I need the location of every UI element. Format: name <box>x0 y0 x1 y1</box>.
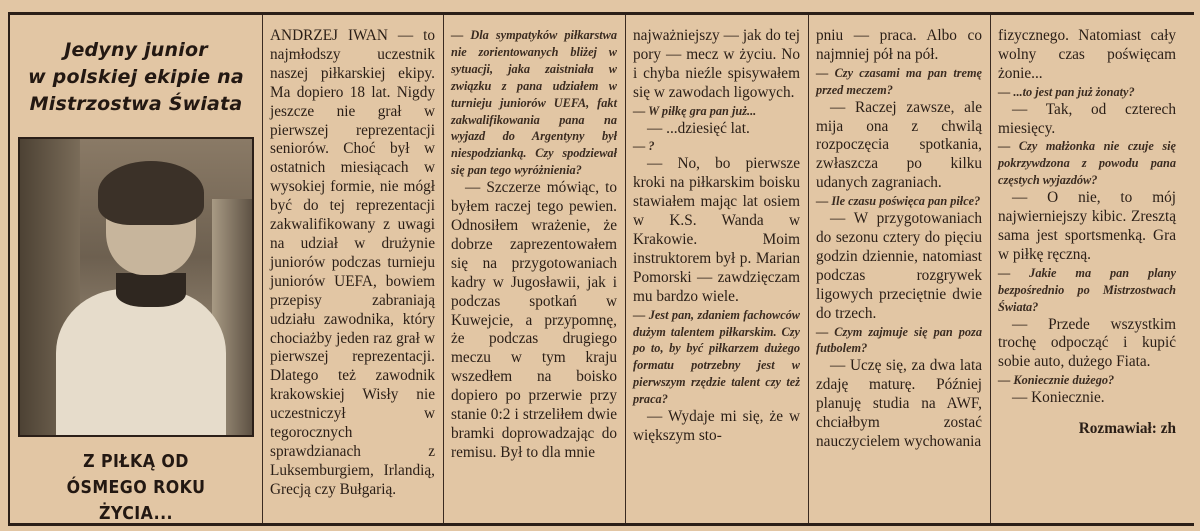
headline-line-3: Mistrzostwa Świata <box>29 93 243 115</box>
text-column-3 <box>633 27 800 446</box>
interview-question: — Ile czasu poświęca pan piłce? <box>816 194 981 209</box>
subheadline <box>32 449 240 527</box>
article-frame <box>8 12 1194 526</box>
headline <box>18 37 254 118</box>
interview-answer: najważniejszy — jak do tej pory — mecz w życiu. No i chyba nieźle spisywałem się w zawodach ligowych. <box>633 27 800 101</box>
interview-question: — Jakie ma pan plany bezpośrednio po Mistrzostwach Świata? <box>998 265 1176 314</box>
photo-hair <box>98 161 204 225</box>
interview-question: — ? <box>633 139 655 154</box>
interview-answer: — Koniecznie. <box>1012 389 1105 407</box>
left-panel <box>18 15 254 523</box>
interview-question: — Dla sympatyków piłkarstwa nie zorientowanych bliżej w sytuacji, jaka zaistniała w związku z pana udziałem w turnieju juniorów UEFA, fakt zakwalifikowania pana na wyjazd do Argentyny był niespodzianką. Czy spodziewał się pan tego wyróżnienia? <box>451 28 617 178</box>
interview-question: — Czy czasami ma pan tremę przed meczem? <box>816 65 982 97</box>
interview-answer: — Wydaje mi się, że w większym sto- <box>633 408 800 444</box>
interview-answer: — O nie, to mój najwierniejszy kibic. Zresztą sama jest sportsmenką. Gra w piłkę ręczną. <box>998 189 1176 263</box>
subheadline-line-2: ÓSMEGO ROKU ŻYCIA... <box>66 477 206 524</box>
interview-question: — Czym zajmuje się pan poza futbolem? <box>816 324 982 356</box>
interview-answer: — Raczej zawsze, ale mija ona z chwilą rozpoczęcia spotkania, zwłaszcza po kilku udanych zagraniach. <box>816 98 982 192</box>
interview-question: — Koniecznie dużego? <box>998 373 1115 388</box>
interview-answer: — W przygotowaniach do sezonu cztery do pięciu godzin dziennie, natomiast podczas rozgrywek ligowych przeciętnie dwie do trzech. <box>816 210 982 322</box>
interview-answer: — ...dziesięć lat. <box>647 119 750 137</box>
column-rule-2 <box>443 15 444 523</box>
interview-answer: fizycznego. Natomiast cały wolny czas poświęcam żonie... <box>998 27 1176 82</box>
headline-line-1: Jedyny junior <box>64 39 208 61</box>
interview-question: — Jest pan, zdaniem fachowców dużym talentem piłkarskim. Czy po to, by być piłkarzem dużego formatu potrzebny jest w pierwszym rzędzie talent czy też praca? <box>633 307 800 407</box>
interview-answer: — Uczę się, za dwa lata zdaję maturę. Później planuję studia na AWF, chciałbym zostać nauczycielem wychowania <box>816 357 982 450</box>
interview-question: — ...to jest pan już żonaty? <box>998 84 1135 99</box>
column-rule-1 <box>262 15 263 523</box>
column-rule-4 <box>808 15 809 523</box>
photo-shirt <box>56 289 226 437</box>
interview-answer: — Tak, od czterech miesięcy. <box>998 100 1176 137</box>
interview-answer: ANDRZEJ IWAN — to najmłodszy uczestnik naszej piłkarskiej ekipy. Ma dopiero 18 lat. Nigdy jeszcze nie grał w pierwszej reprezentacji seniorów. Choć był w ostatnich miesiącach w wysokiej formie, nie mógł być do tej reprezentacji zakwalifikowany z uwagi na udział w drużynie juniorów podczas turnieju juniorów UEFA, bowiem przepisy zabraniają udziału zawodnika, który chociażby jeden raz grał w pierwszej reprezentacji. Dlatego też zawodnik krakowskiej Wisły nie uczestniczył w tegorocznych sprawdzianach z Luksemburgiem, Irlandią, Grecją czy Bułgarią. <box>270 27 435 498</box>
interview-answer: pniu — praca. Albo co najmniej pół na pół. <box>816 27 982 63</box>
photo-collar <box>116 273 186 307</box>
column-rule-5 <box>990 15 991 523</box>
text-column-2 <box>451 27 617 463</box>
player-photo <box>18 137 254 437</box>
interview-question: — Czy małżonka nie czuje się pokrzywdzona z powodu pana częstych wyjazdów? <box>998 139 1176 188</box>
text-column-5 <box>998 27 1176 439</box>
text-column-1 <box>270 27 435 500</box>
headline-line-2: w polskiej ekipie na <box>28 66 244 88</box>
interview-answer: — Przede wszystkim trochę odpocząć i kupić sobie auto, dużego Fiata. <box>998 315 1176 371</box>
column-rule-3 <box>625 15 626 523</box>
interview-answer: — Szczerze mówiąc, to byłem raczej tego pewien. Odnosiłem wrażenie, że dobrze zaprezentowałem się na przygotowaniach kadry w Jugosławii, jak i podczas spotkań w Kuwejcie, a przypomnę, że podczas drugiego meczu w tym kraju wszedłem na boisko dopiero po przerwie przy stanie 0:2 i strzeliłem dwie bramki doprowadzając do remisu. Był to dla mnie <box>451 179 617 461</box>
author-signoff: Rozmawiał: zh <box>1078 420 1176 438</box>
interview-question: — W piłkę gra pan już... <box>633 103 757 118</box>
text-column-4 <box>816 27 982 452</box>
interview-answer: — No, bo pierwsze kroki na piłkarskim boisku stawiałem mając lat osiem w K.S. Wanda w Krakowie. Moim instruktorem był p. Marian Pomorski — zawdzięczam mu bardzo wiele. <box>633 155 800 305</box>
subheadline-line-1: Z PIŁKĄ OD <box>83 451 189 472</box>
